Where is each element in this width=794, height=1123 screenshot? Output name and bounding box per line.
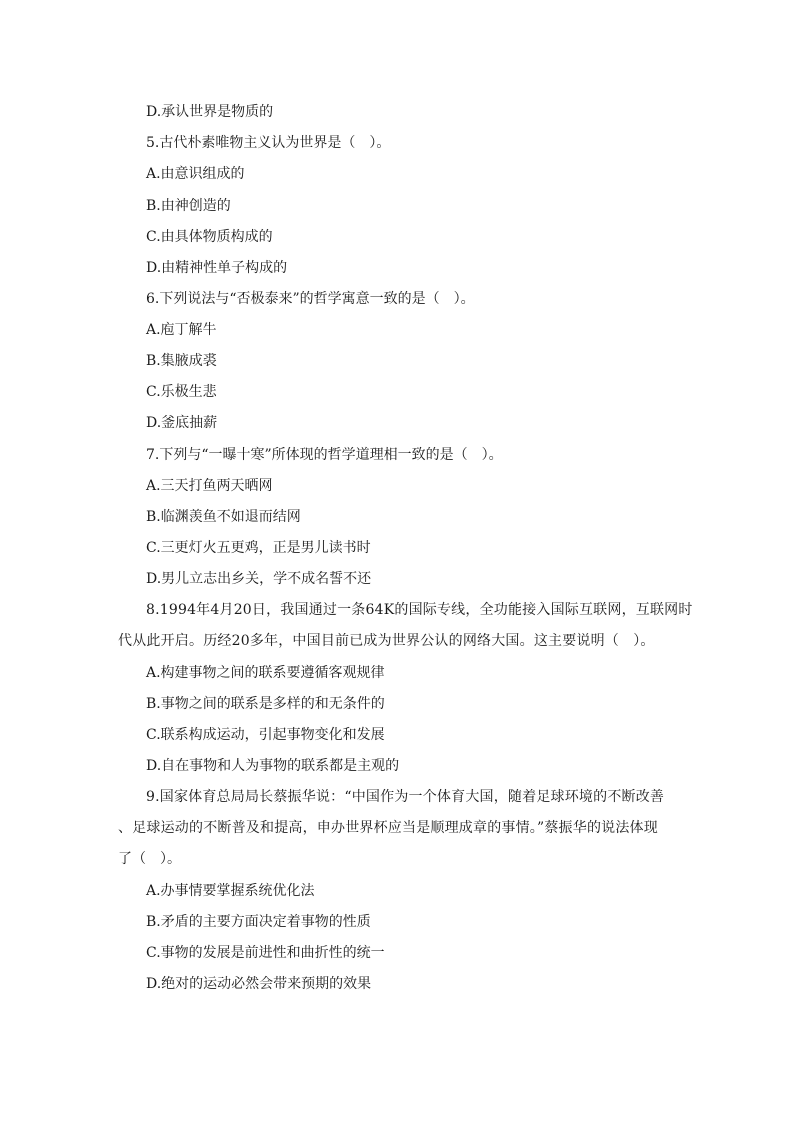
q9-option-c: C.事物的发展是前进性和曲折性的统一 — [146, 945, 385, 961]
q9-option-b: B.矛盾的主要方面决定着事物的性质 — [146, 914, 371, 930]
q7-option-b: B.临渊羡鱼不如退而结网 — [146, 509, 301, 525]
q7-option-a: A.三天打鱼两天晒网 — [146, 478, 273, 494]
q8-option-c: C.联系构成运动，引起事物变化和发展 — [146, 727, 385, 743]
q5-option-a: A.由意识组成的 — [146, 166, 245, 182]
q6-option-b: B.集腋成裘 — [146, 353, 217, 369]
q4-option-d: D.承认世界是物质的 — [146, 104, 274, 120]
q8-stem-line-2: 代从此开启。历经20多年，中国目前已成为世界公认的网络大国。这主要说明（ ）。 — [118, 633, 655, 649]
q9-option-a: A.办事情要掌握系统优化法 — [146, 883, 315, 899]
q5-stem: 5.古代朴素唯物主义认为世界是（ ）。 — [146, 135, 391, 151]
q9-stem-line-3: 了（ ）。 — [118, 851, 181, 867]
q7-option-c: C.三更灯火五更鸡，正是男儿读书时 — [146, 540, 371, 556]
q9-stem-line-1: 9.国家体育总局局长蔡振华说：“中国作为一个体育大国，随着足球环境的不断改善 — [146, 789, 665, 805]
q8-option-b: B.事物之间的联系是多样的和无条件的 — [146, 696, 385, 712]
q6-option-a: A.庖丁解牛 — [146, 322, 217, 338]
q8-option-d: D.自在事物和人为事物的联系都是主观的 — [146, 758, 400, 774]
q6-option-c: C.乐极生悲 — [146, 384, 217, 400]
q6-stem: 6.下列说法与“否极泰来”的哲学寓意一致的是（ ）。 — [146, 291, 475, 307]
q7-option-d: D.男儿立志出乡关，学不成名誓不还 — [146, 571, 372, 587]
q7-stem: 7.下列与“一曝十寒”所体现的哲学道理相一致的是（ ）。 — [146, 447, 503, 463]
q5-option-b: B.由神创造的 — [146, 198, 231, 214]
q5-option-c: C.由具体物质构成的 — [146, 229, 273, 245]
q8-stem-line-1: 8.1994年4月20日，我国通过一条64K的国际专线，全功能接入国际互联网，互联网时 — [146, 602, 693, 618]
q9-stem-line-2: 、足球运动的不断普及和提高，申办世界杯应当是顺理成章的事情。”蔡振华的说法体现 — [118, 820, 658, 836]
q9-option-d: D.绝对的运动必然会带来预期的效果 — [146, 976, 372, 992]
q5-option-d: D.由精神性单子构成的 — [146, 260, 288, 276]
q8-option-a: A.构建事物之间的联系要遵循客观规律 — [146, 665, 385, 681]
q6-option-d: D.釜底抽薪 — [146, 415, 218, 431]
